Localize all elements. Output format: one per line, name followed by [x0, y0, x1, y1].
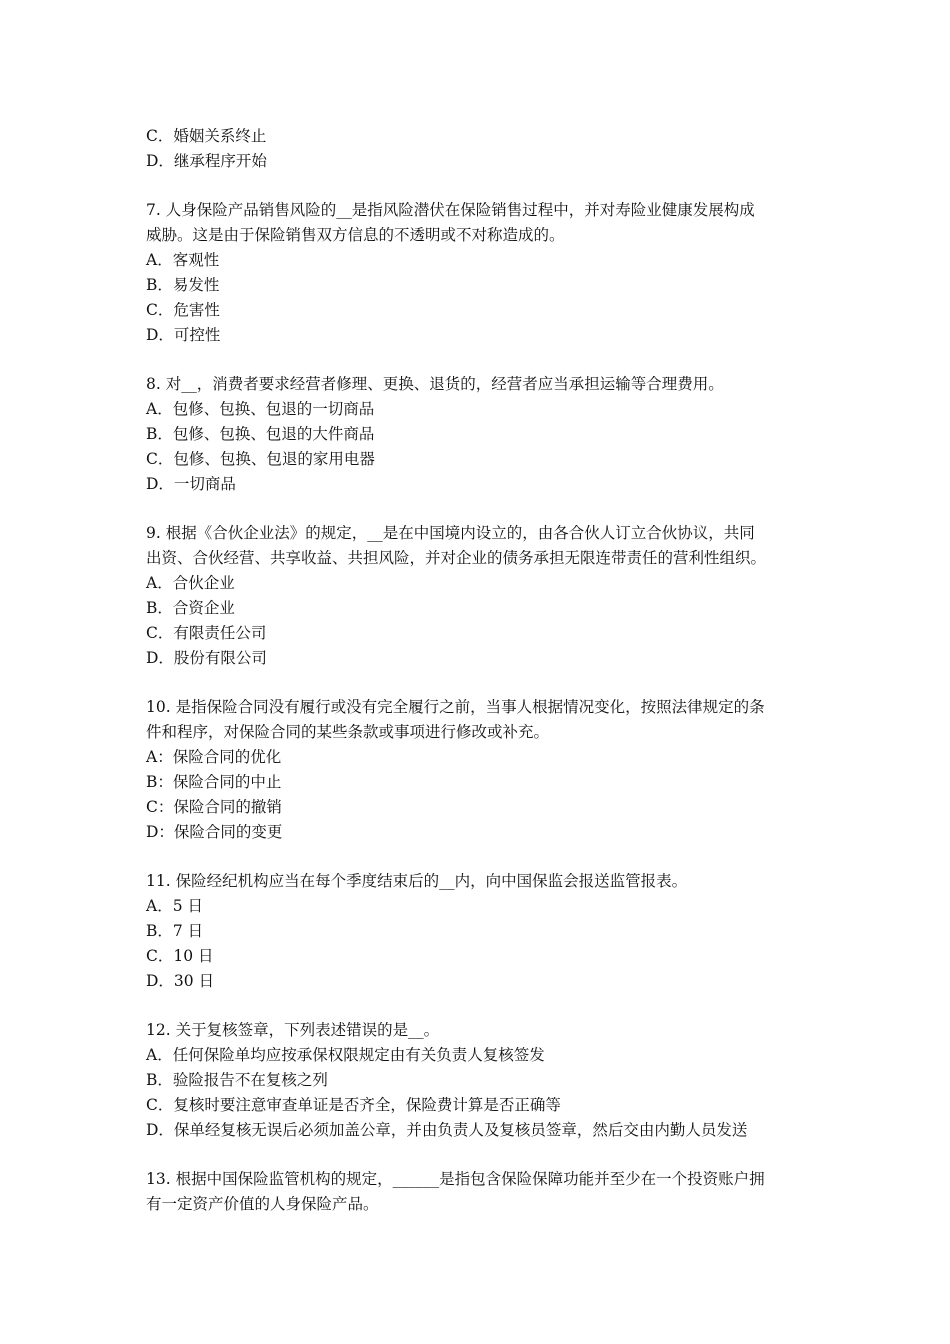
option-a: A．任何保险单均应按承保权限规定由有关负责人复核签发 — [146, 1046, 545, 1064]
question-13 — [146, 1167, 816, 1217]
option-a: A．5 日 — [146, 897, 203, 915]
option-a: A．客观性 — [146, 251, 220, 269]
option-b: B：保险合同的中止 — [146, 773, 282, 791]
option-a: A．包修、包换、包退的一切商品 — [146, 400, 375, 418]
question-stem-line: 8. 对__，消费者要求经营者修理、更换、退货的，经营者应当承担运输等合理费用。 — [146, 375, 724, 393]
question-stem-line: 9. 根据《合伙企业法》的规定，__是在中国境内设立的，由各合伙人订立合伙协议，共同 — [146, 524, 755, 542]
question-stem-line: 出资、合伙经营、共享收益、共担风险，并对企业的债务承担无限连带责任的营利性组织。 — [146, 549, 767, 567]
option-d: D．30 日 — [146, 972, 215, 990]
option-b: B．验险报告不在复核之列 — [146, 1071, 328, 1089]
question-stem-line: 有一定资产价值的人身保险产品。 — [146, 1195, 379, 1213]
option-b: B．包修、包换、包退的大件商品 — [146, 425, 375, 443]
option-c: C．10 日 — [146, 947, 214, 965]
option-d: D：保险合同的变更 — [146, 823, 283, 841]
question-stem-line: 件和程序，对保险合同的某些条款或事项进行修改或补充。 — [146, 723, 550, 741]
question-8 — [146, 372, 816, 497]
question-stem-line: 11. 保险经纪机构应当在每个季度结束后的__内，向中国保监会报送监管报表。 — [146, 872, 688, 890]
continued-options — [146, 124, 816, 174]
option-b: B．易发性 — [146, 276, 220, 294]
question-11 — [146, 869, 816, 994]
option-a: A：保险合同的优化 — [146, 748, 282, 766]
question-stem-line: 13. 根据中国保险监管机构的规定，______是指包含保险保障功能并至少在一个投资账户拥 — [146, 1170, 765, 1188]
option-c: C：保险合同的撤销 — [146, 798, 282, 816]
option: D．继承程序开始 — [146, 152, 267, 170]
option-d: D．保单经复核无误后必须加盖公章，并由负责人及复核员签章，然后交由内勤人员发送 — [146, 1121, 748, 1139]
question-9 — [146, 521, 816, 671]
option-c: C．有限责任公司 — [146, 624, 267, 642]
option-c: C．复核时要注意审查单证是否齐全，保险费计算是否正确等 — [146, 1096, 561, 1114]
option-a: A．合伙企业 — [146, 574, 235, 592]
question-10 — [146, 695, 816, 845]
option-d: D．一切商品 — [146, 475, 236, 493]
option-b: B．合资企业 — [146, 599, 235, 617]
question-12 — [146, 1018, 816, 1143]
question-stem-line: 12. 关于复核签章，下列表述错误的是__。 — [146, 1021, 440, 1039]
option-c: C．危害性 — [146, 301, 220, 319]
question-stem-line: 7. 人身保险产品销售风险的__是指风险潜伏在保险销售过程中，并对寿险业健康发展构成 — [146, 201, 755, 219]
question-stem-line: 威胁。这是由于保险销售双方信息的不透明或不对称造成的。 — [146, 226, 565, 244]
document-page — [146, 124, 816, 1217]
question-stem-line: 10. 是指保险合同没有履行或没有完全履行之前，当事人根据情况变化，按照法律规定的条 — [146, 698, 765, 716]
question-7 — [146, 198, 816, 348]
option-d: D．股份有限公司 — [146, 649, 267, 667]
option: C．婚姻关系终止 — [146, 127, 267, 145]
option-b: B．7 日 — [146, 922, 204, 940]
option-d: D．可控性 — [146, 326, 221, 344]
option-c: C．包修、包换、包退的家用电器 — [146, 450, 375, 468]
